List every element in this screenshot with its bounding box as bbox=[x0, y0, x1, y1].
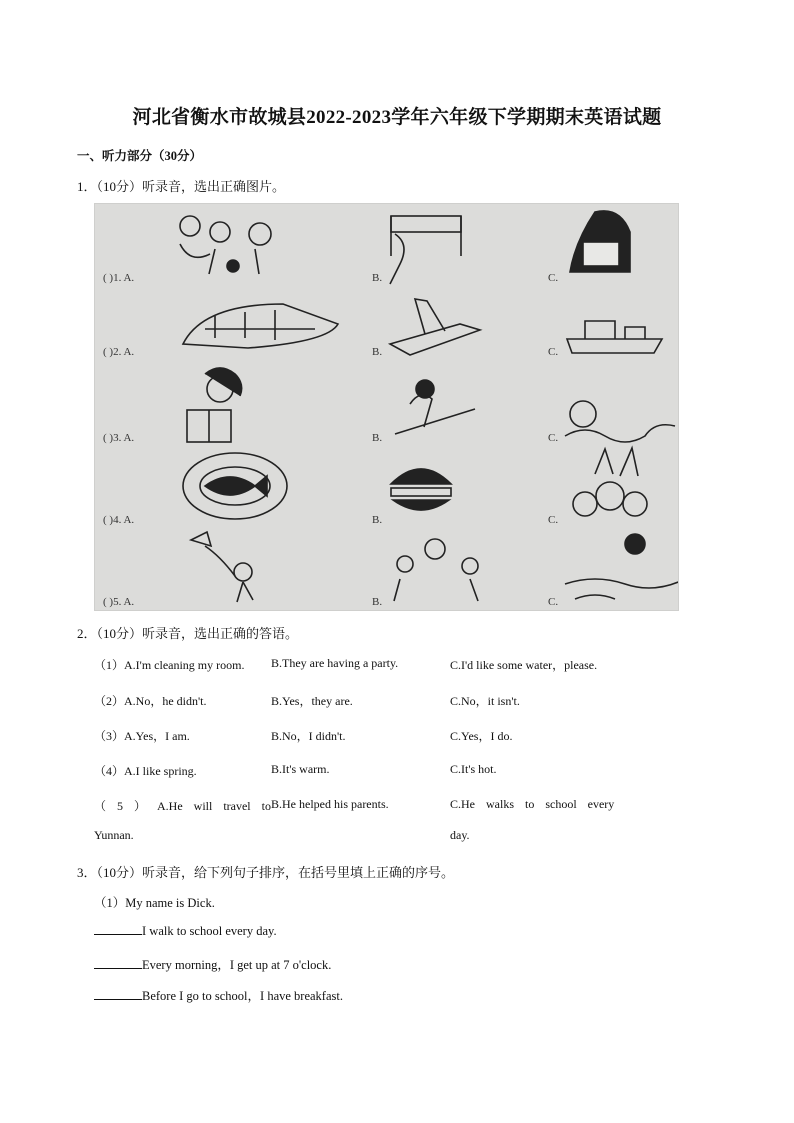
q2-item5-option-a-cont: Yunnan. bbox=[94, 828, 134, 842]
kids-football-sketch bbox=[180, 216, 200, 236]
pic-row2-b-label: B. bbox=[372, 346, 383, 358]
q2-item5-option-a: （ 5 ） A.He will travel to bbox=[94, 799, 271, 813]
q2-item5-option-c-cont: day. bbox=[450, 828, 470, 842]
q2-item2-option-c: C.No，it isn't. bbox=[450, 694, 520, 708]
q2-item1-option-a: （1）A.I'm cleaning my room. bbox=[94, 658, 245, 672]
section-heading: 一、听力部分（30分） bbox=[77, 149, 203, 163]
ship-sketch bbox=[567, 339, 662, 353]
q2-item4-option-a: （4）A.I like spring. bbox=[94, 764, 197, 778]
q2-item4-option-b: B.It's warm. bbox=[271, 762, 330, 776]
q2-item3-option-c: C.Yes，I do. bbox=[450, 729, 513, 743]
question-3-prompt: 3．（10分）听录音，给下列句子排序，在括号里填上正确的序号。 bbox=[77, 865, 455, 880]
pic-row4-b-label: B. bbox=[372, 514, 383, 526]
q3-sentence-3: Before I go to school，I have breakfast. bbox=[94, 986, 343, 1004]
picture-sketches bbox=[95, 204, 678, 610]
pic-row2-a-label: ( )2. A. bbox=[103, 346, 135, 358]
question-2-prompt: 2．（10分）听录音，选出正确的答语。 bbox=[77, 626, 299, 641]
q2-item2-option-b: B.Yes，they are. bbox=[271, 694, 353, 708]
q2-item1-option-c: C.I'd like some water，please. bbox=[450, 658, 598, 672]
pic-row5-b-label: B. bbox=[372, 596, 383, 608]
pic-row5-c-label: C. bbox=[548, 596, 559, 608]
pic-row1-a-label: ( )1. A. bbox=[103, 272, 135, 284]
q3-intro: （1）My name is Dick. bbox=[94, 896, 215, 910]
pic-row2-c-label: C. bbox=[548, 346, 559, 358]
snowman-kids-sketch bbox=[397, 556, 413, 572]
airplane-sketch bbox=[390, 299, 480, 355]
page-title: 河北省衡水市故城县2022-2023学年六年级下学期期末英语试题 bbox=[132, 107, 662, 128]
sunny-pond-sketch bbox=[625, 534, 645, 554]
q2-item5-option-b: B.He helped his parents. bbox=[271, 797, 389, 811]
q2-item5-option-c: C.He walks to school every bbox=[450, 797, 615, 811]
q2-item3-option-a: （3）A.Yes，I am. bbox=[94, 729, 190, 743]
q2-item3-option-b: B.No，I didn't. bbox=[271, 729, 346, 743]
fruit-bowl-sketch bbox=[573, 492, 597, 516]
q2-item1-option-b: B.They are having a party. bbox=[271, 656, 399, 670]
q3-sentence-2: Every morning，I get up at 7 o'clock. bbox=[94, 955, 331, 973]
volleyball-net-sketch bbox=[391, 216, 461, 232]
answer-blank-3[interactable] bbox=[94, 999, 142, 1000]
pic-row4-c-label: C. bbox=[548, 514, 559, 526]
pic-row3-b-label: B. bbox=[372, 432, 383, 444]
train-sketch bbox=[183, 304, 338, 348]
question-1-prompt: 1．（10分）听录音，选出正确图片。 bbox=[77, 179, 286, 194]
pic-row3-c-label: C. bbox=[548, 432, 559, 444]
answer-blank-2[interactable] bbox=[94, 968, 142, 969]
hamburger-sketch bbox=[391, 469, 451, 484]
q3-sentence-1: I walk to school every day. bbox=[94, 924, 277, 939]
answer-blank-1[interactable] bbox=[94, 934, 142, 935]
kite-child-sketch bbox=[191, 532, 235, 576]
pic-row1-b-label: B. bbox=[372, 272, 383, 284]
skier-sketch bbox=[395, 395, 475, 434]
listening-picture-panel bbox=[94, 203, 679, 611]
swimmer-sketch bbox=[570, 401, 596, 427]
q2-item4-option-c: C.It's hot. bbox=[450, 762, 497, 776]
pic-row4-a-label: ( )4. A. bbox=[103, 514, 135, 526]
pic-row1-c-label: C. bbox=[548, 272, 559, 284]
q2-item2-option-a: （2）A.No，he didn't. bbox=[94, 694, 207, 708]
pic-row5-a-label: ( )5. A. bbox=[103, 596, 135, 608]
pic-row3-a-label: ( )3. A. bbox=[103, 432, 135, 444]
